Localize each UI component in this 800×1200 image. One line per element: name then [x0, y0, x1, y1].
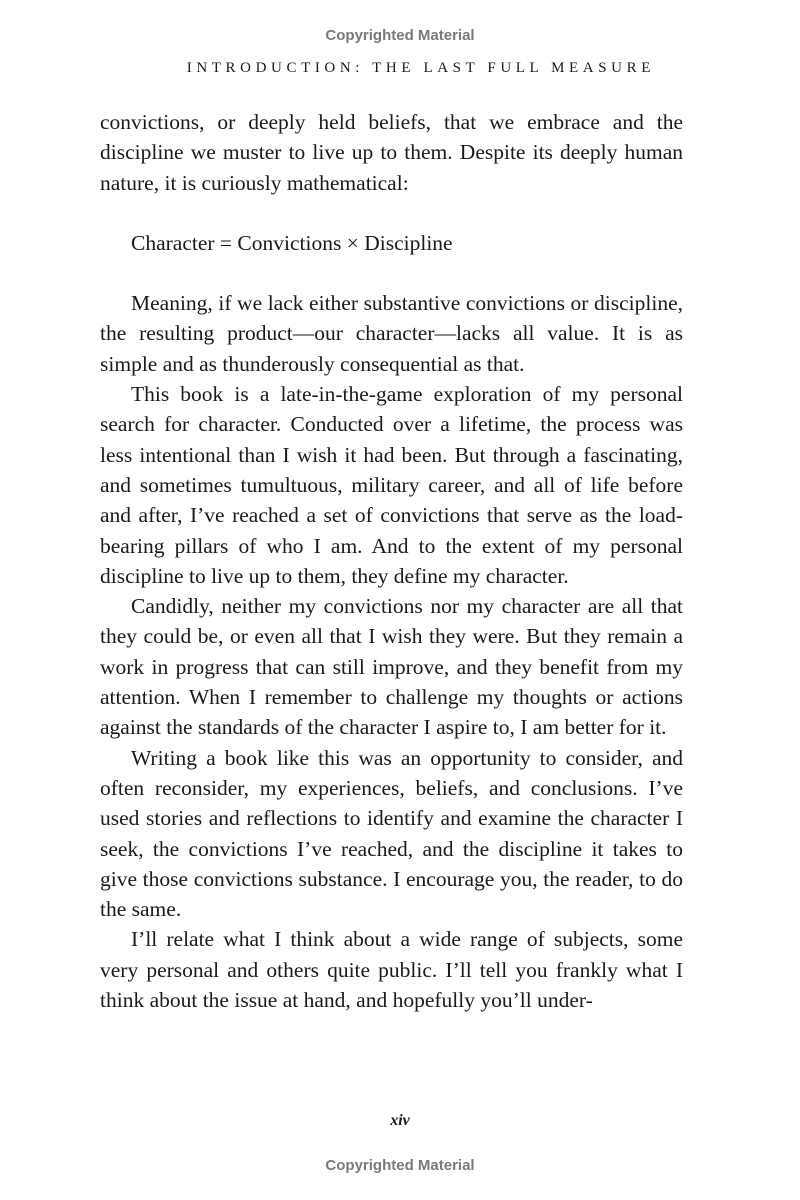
paragraph: convictions, or deeply held beliefs, that we embrace and the discipline we muster to live up to them. Despite its deeply human nature, it is curiously mathematical: — [100, 110, 683, 195]
paragraph: I’ll relate what I think about a wide range of subjects, some very personal and others quite public. I’ll tell you frankly what I think about the issue at hand, and hopefully you’ll under- — [100, 927, 683, 1013]
page-body — [100, 107, 683, 1015]
copyright-watermark-bottom: Copyrighted Material — [325, 1157, 475, 1174]
copyright-watermark-top: Copyrighted Material — [325, 27, 475, 44]
paragraph: Meaning, if we lack either substantive convictions or discipline, the resulting product—our character—lacks all value. It is as simple and as thunderously consequential as that. — [100, 291, 683, 376]
paragraph: Candidly, neither my convictions nor my character are all that they could be, or even all that I wish they were. But they remain a work in progress that can still improve, and they benefit from my attention. When I remember to challenge my thoughts or actions against the standards of the character I aspire to, I am better for it. — [100, 594, 683, 740]
paragraph: Writing a book like this was an opportunity to consider, and often reconsider, my experiences, beliefs, and conclusions. I’ve used stories and reflections to identify and examine the character I seek, the convictions I’ve reached, and the discipline it takes to give those convictions substance. I encourage you, the reader, to do the same. — [100, 745, 683, 922]
page-number: xiv — [390, 1112, 410, 1129]
running-head: INTRODUCTION: THE LAST FULL MEASURE — [186, 60, 655, 76]
equation: Character = Convictions × Discipline — [131, 230, 453, 255]
paragraph: This book is a late-in-the-game exploration of my personal search for character. Conducted over a lifetime, the process was less intentional than I wish it had been. But through a fascinating, and sometimes tumultuous, military career, and all of life before and after, I’ve reached a set of convictions that serve as the load-bearing pillars of who I am. And to the extent of my personal discipline to live up to them, they define my character. — [100, 382, 683, 588]
